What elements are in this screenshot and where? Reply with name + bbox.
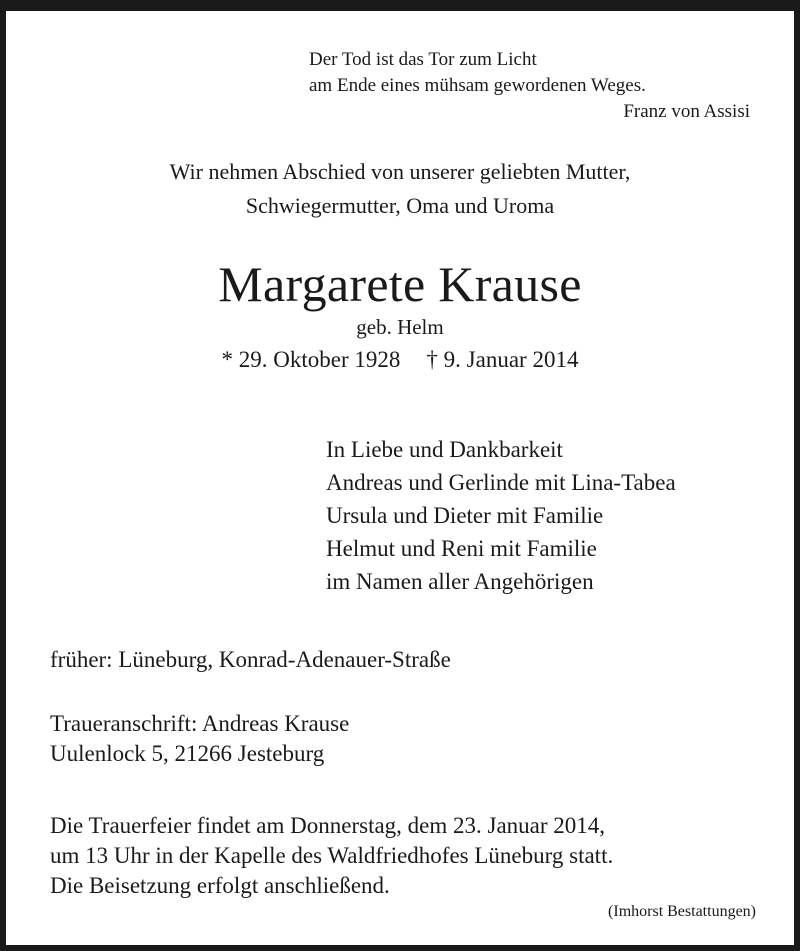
quote-author: Franz von Assisi xyxy=(623,101,750,122)
life-dates xyxy=(6,345,794,375)
deceased-name: Margarete Krause xyxy=(218,256,582,312)
maiden-name: geb. Helm xyxy=(356,315,444,339)
service-line-3: Die Beisetzung erfolgt anschließend. xyxy=(50,873,390,898)
service-line-2: um 13 Uhr in der Kapelle des Waldfriedhofes Lüneburg statt. xyxy=(50,843,614,868)
mourner-line-1: In Liebe und Dankbarkeit xyxy=(326,437,563,462)
former-address: früher: Lüneburg, Konrad-Adenauer-Straße xyxy=(50,647,451,672)
death-date: † 9. Januar 2014 xyxy=(426,347,579,372)
intro-line-2: Schwiegermutter, Oma und Uroma xyxy=(245,193,555,218)
intro-line-1: Wir nehmen Abschied von unserer geliebten Mutter, xyxy=(169,159,631,184)
birth-date: * 29. Oktober 1928 xyxy=(221,347,401,372)
mourner-line-3: Ursula und Dieter mit Familie xyxy=(326,503,604,528)
undertaker-credit: (Imhorst Bestattungen) xyxy=(608,903,756,920)
quote-line-2: am Ende eines mühsam gewordenen Weges. xyxy=(309,75,646,96)
mourner-line-4: Helmut und Reni mit Familie xyxy=(326,536,597,561)
mourner-line-5: im Namen aller Angehörigen xyxy=(326,569,594,594)
quote-line-1: Der Tod ist das Tor zum Licht xyxy=(309,49,537,70)
address-line-2: Uulenlock 5, 21266 Jesteburg xyxy=(50,741,325,766)
address-line-1: Traueranschrift: Andreas Krause xyxy=(50,711,350,736)
service-line-1: Die Trauerfeier findet am Donnerstag, dem 23. Januar 2014, xyxy=(50,813,606,838)
mourner-line-2: Andreas und Gerlinde mit Lina-Tabea xyxy=(326,470,676,495)
